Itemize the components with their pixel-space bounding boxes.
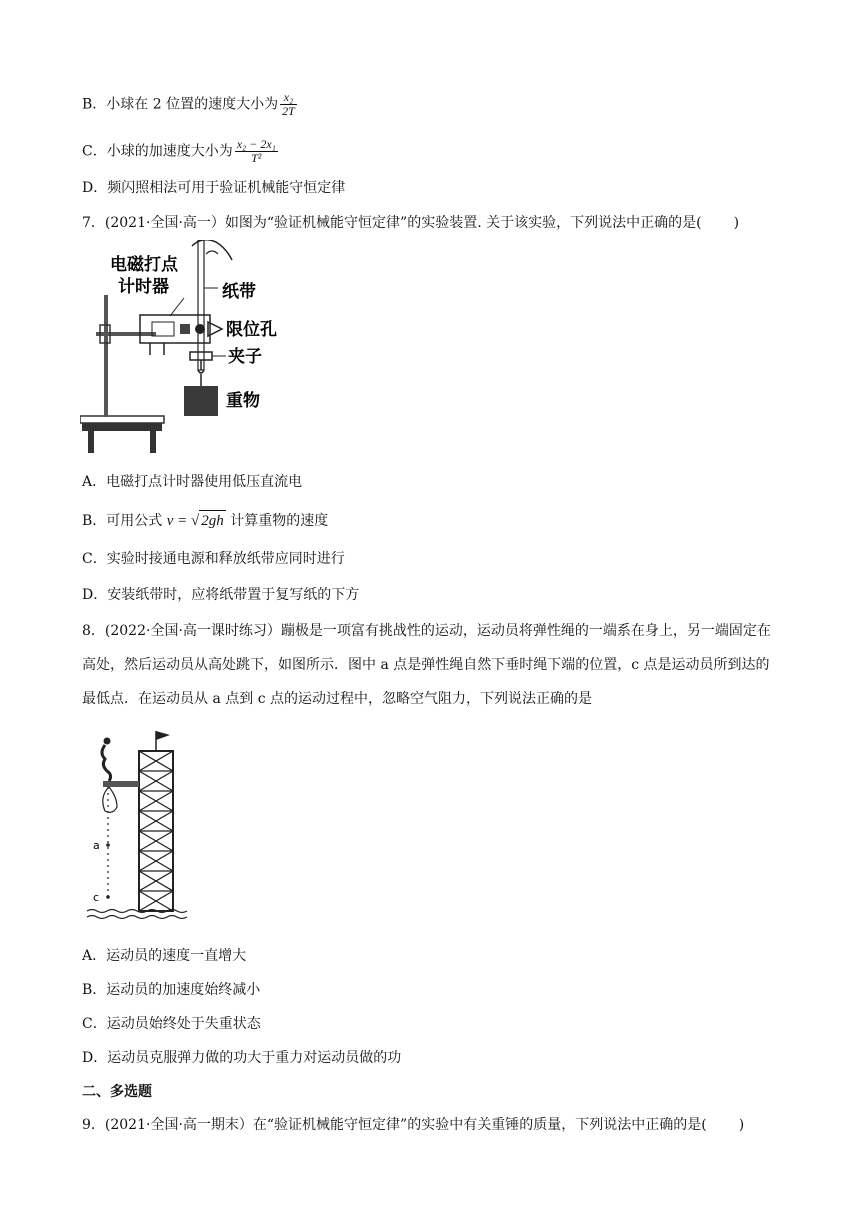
q6-option-c-text: C．小球的加速度大小为 <box>82 143 233 160</box>
point-a-dot <box>106 843 110 847</box>
stand-base <box>82 423 162 431</box>
label-c: c <box>93 891 100 904</box>
q7-apparatus-figure <box>80 240 280 455</box>
q6-option-d: D．频闪照相法可用于验证机械能守恒定律 <box>82 180 346 196</box>
q8-option-b: B．运动员的加速度始终减小 <box>82 982 261 998</box>
clip <box>190 352 212 360</box>
q7-stem-text: 7．(2021·全国·高一）如图为“验证机械能守恒定律”的实验装置. 关于该实验，下列说法中正确的是( <box>82 215 702 231</box>
section-title: 二、多选题 <box>82 1084 152 1100</box>
q7-option-c: C．实验时接通电源和释放纸带应同时进行 <box>82 551 345 567</box>
q7-option-d: D．安装纸带时，应将纸带置于复写纸的下方 <box>82 587 360 603</box>
q7-option-b-prefix: B．可用公式 <box>82 513 163 529</box>
jumper-figure <box>102 745 111 781</box>
label-a: a <box>93 839 100 852</box>
q7-option-b <box>82 510 328 531</box>
label-timer-line2: 计时器 <box>118 277 169 297</box>
q7-option-b-suffix: 计算重物的速度 <box>230 513 329 529</box>
label-weight: 重物 <box>226 391 260 411</box>
q8-stem: 8．(2022·全国·高一课时练习）蹦极是一项富有挑战性的运动，运动员将弹性绳的一端系在身上，另一端固定在高处，然后运动员从高处跳下，如图所示．图中 a 点是弹性绳自然下垂时绳下端的位置，c 点是运动员所到达的最低点．在运动员从 a 点到 c 点的运动过程中，忽略空气阻力，下列说法正确的是 <box>82 623 771 707</box>
q7-option-b-formula: v = √ 2gh <box>167 513 226 529</box>
jump-platform <box>103 781 139 787</box>
q7-stem <box>82 213 782 233</box>
tape <box>198 240 204 370</box>
q7-option-a: A．电磁打点计时器使用低压直流电 <box>82 474 303 490</box>
formula-lhs: v = <box>166 513 188 529</box>
fraction-denominator: T² <box>251 151 262 165</box>
q6-option-c <box>82 138 280 165</box>
q9-stem <box>82 1115 782 1135</box>
fraction-numerator: x₂ − 2x₁ <box>236 137 276 151</box>
label-tape: 纸带 <box>222 282 256 302</box>
q8-bungee-figure <box>85 725 195 925</box>
fraction-numerator: x₂ <box>280 91 297 105</box>
q8-option-a: A．运动员的速度一直增大 <box>82 948 247 964</box>
fraction-denominator: 2T <box>282 104 295 118</box>
q6-option-b-fraction <box>280 91 297 118</box>
label-timer-line1: 电磁打点 <box>110 255 178 275</box>
q6-option-b <box>82 91 299 118</box>
formula-root: 2gh <box>199 510 226 531</box>
q6-option-b-text: B．小球在 2 位置的速度大小为 <box>82 96 279 113</box>
stand-rod <box>104 295 108 417</box>
q8-option-c: C．运动员始终处于失重状态 <box>82 1016 261 1032</box>
point-c-dot <box>106 895 110 899</box>
q6-option-c-fraction <box>235 138 278 165</box>
label-limit-hole: 限位孔 <box>226 320 277 340</box>
q7-paren-close: ) <box>733 215 740 231</box>
label-clip: 夹子 <box>228 347 262 367</box>
flag-icon <box>156 731 170 740</box>
q9-stem-text: 9．(2021·全国·高一期末）在“验证机械能守恒定律”的实验中有关重锤的质量，下列说法中正确的是( <box>82 1117 707 1133</box>
q9-paren-close: ) <box>738 1117 745 1133</box>
weight-block <box>184 386 218 416</box>
q8-option-d: D．运动员克服弹力做的功大于重力对运动员做的功 <box>82 1050 402 1066</box>
